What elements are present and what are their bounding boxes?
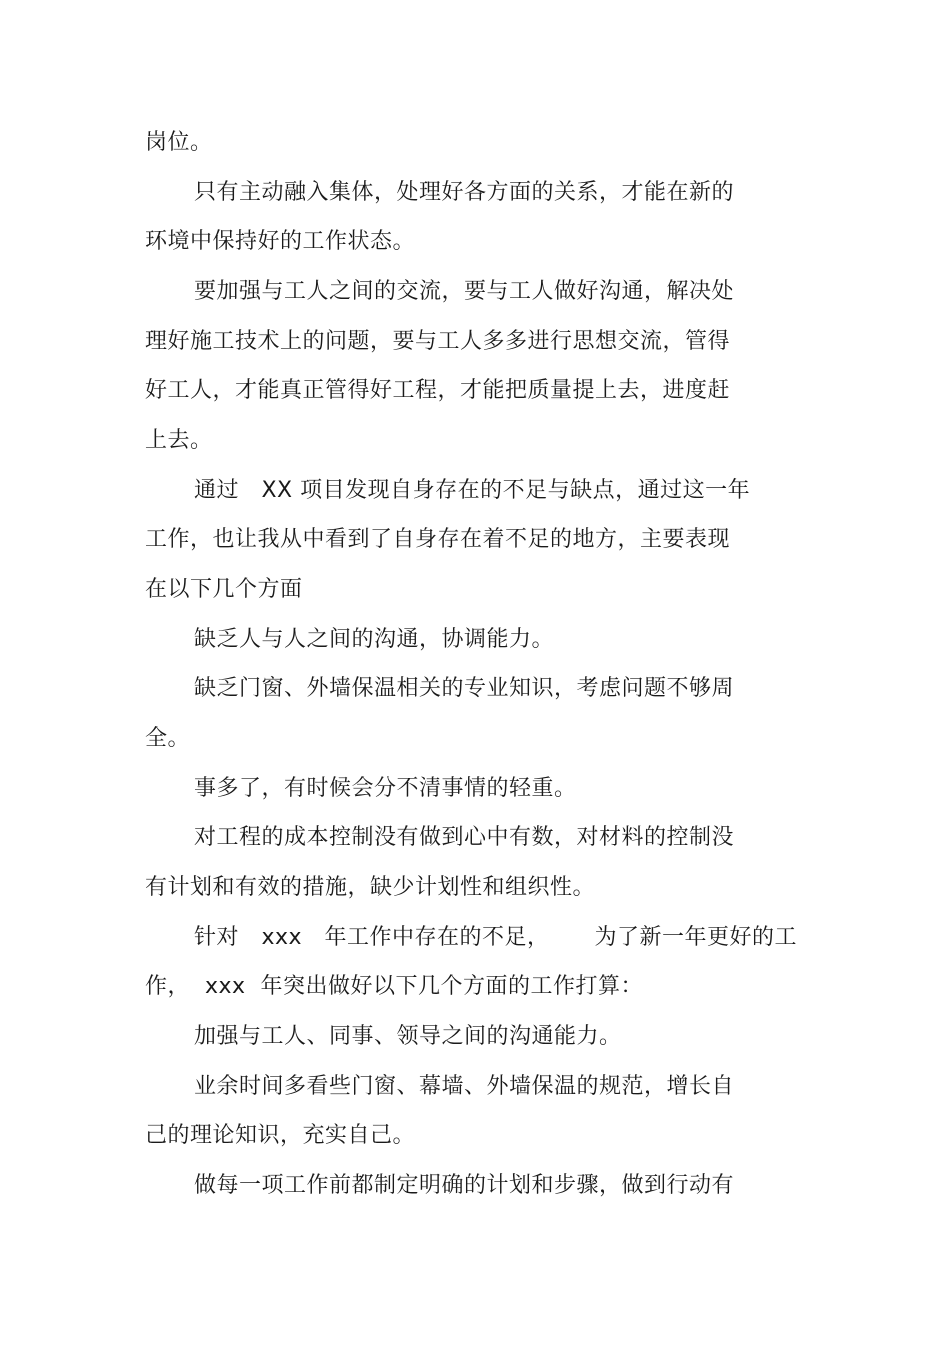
- paragraph-start-line: 针对 xxx 年工作中存在的不足， 为了新一年更好的工: [194, 925, 797, 950]
- text-line: 全。: [145, 726, 191, 751]
- paragraph-start-line: 通过 XX 项目发现自身存在的不足与缺点，通过这一年: [194, 478, 751, 503]
- text-line: 作， xxx 年突出做好以下几个方面的工作打算：: [145, 974, 644, 999]
- paragraph-start-line: 要加强与工人之间的交流，要与工人做好沟通，解决处: [194, 279, 735, 304]
- text-line: 理好施工技术上的问题，要与工人多多进行思想交流，管得: [145, 329, 731, 354]
- paragraph-start-line: 缺乏人与人之间的沟通，协调能力。: [194, 627, 555, 652]
- paragraph-start-line: 只有主动融入集体，处理好各方面的关系，才能在新的: [194, 180, 735, 205]
- paragraph-start-line: 缺乏门窗、外墙保温相关的专业知识，考虑问题不够周: [194, 676, 735, 701]
- text-line: 有计划和有效的措施，缺少计划性和组织性。: [145, 875, 596, 900]
- text-line: 在以下几个方面: [145, 577, 303, 602]
- paragraph-start-line: 加强与工人、同事、领导之间的沟通能力。: [194, 1024, 622, 1049]
- paragraph-start-line: 做每一项工作前都制定明确的计划和步骤，做到行动有: [194, 1173, 735, 1198]
- text-line: 好工人，才能真正管得好工程，才能把质量提上去，进度赶: [145, 378, 731, 403]
- paragraph-start-line: 业余时间多看些门窗、幕墙、外墙保温的规范，增长自: [194, 1074, 735, 1099]
- text-line: 工作，也让我从中看到了自身存在着不足的地方，主要表现: [145, 527, 731, 552]
- paragraph-start-line: 事多了，有时候会分不清事情的轻重。: [194, 776, 577, 801]
- text-line: 环境中保持好的工作状态。: [145, 229, 416, 254]
- text-line: 上去。: [145, 428, 213, 453]
- paragraph-start-line: 对工程的成本控制没有做到心中有数，对材料的控制没: [194, 825, 735, 850]
- text-line: 岗位。: [145, 130, 213, 155]
- text-line: 己的理论知识，充实自己。: [145, 1123, 416, 1148]
